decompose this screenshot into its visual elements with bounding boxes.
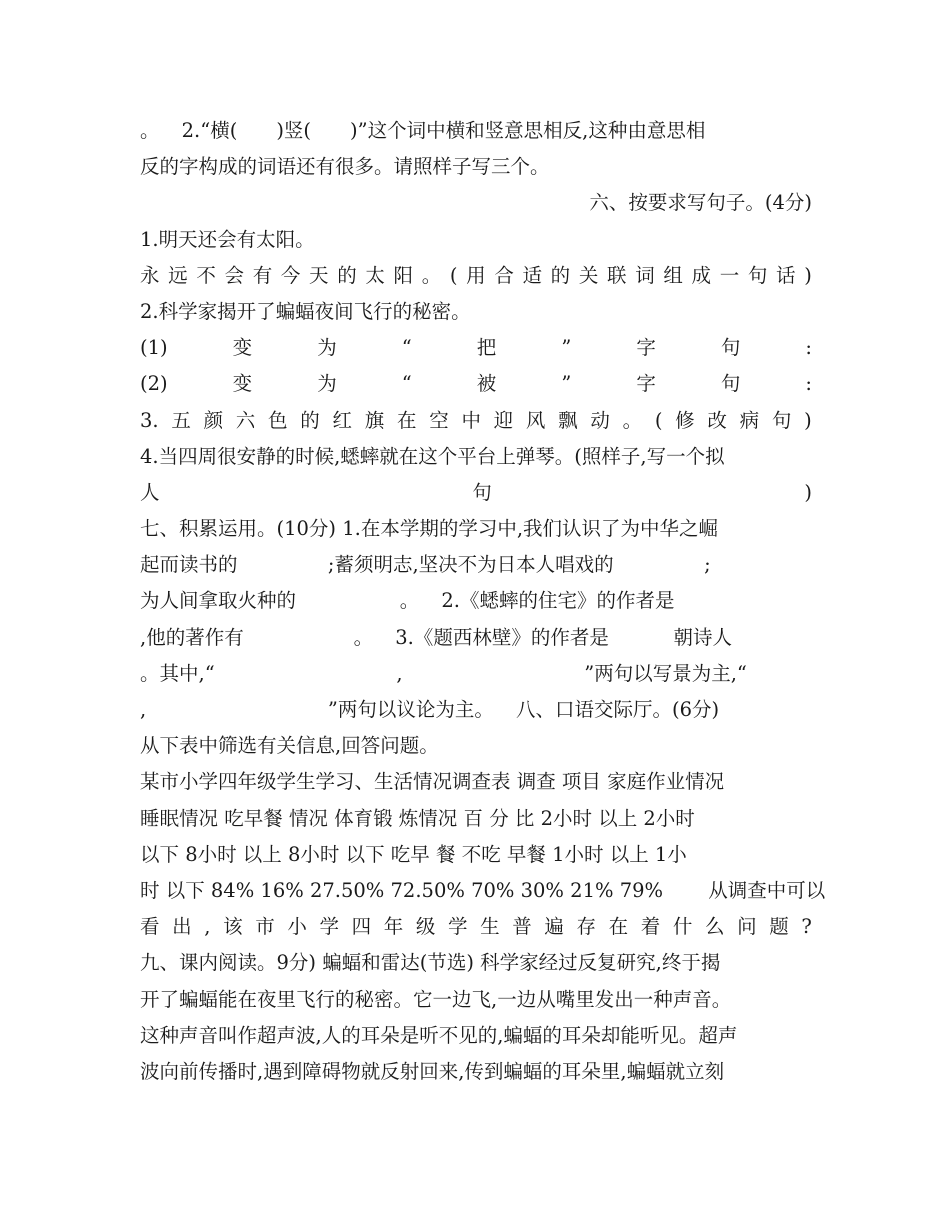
line-token: ) bbox=[804, 408, 812, 432]
line-token: 天 bbox=[309, 263, 329, 287]
text-line: 。 2.“横( )竖( )”这个词中横和竖意思相反,这种由意思相 bbox=[140, 119, 706, 142]
justified-line bbox=[140, 258, 812, 294]
line-token: 什 bbox=[672, 915, 693, 939]
line-token: 四 bbox=[351, 915, 372, 939]
line-token: 么 bbox=[704, 915, 725, 939]
line-token: 变 bbox=[232, 372, 253, 396]
line-token: 空 bbox=[429, 408, 449, 432]
line-token: 一 bbox=[719, 263, 740, 287]
line-token: 远 bbox=[168, 263, 188, 287]
line-token: 适 bbox=[522, 263, 543, 287]
line-token: 3. bbox=[140, 408, 159, 432]
line-token: : bbox=[805, 336, 812, 360]
line-token: 句 bbox=[720, 336, 741, 360]
line-token: 遍 bbox=[544, 915, 564, 939]
line-token: 太 bbox=[365, 263, 385, 287]
line-token: 关 bbox=[578, 263, 599, 287]
line-token: 有 bbox=[252, 263, 273, 287]
line-token: 存 bbox=[576, 915, 596, 939]
line-token: 句 bbox=[747, 263, 768, 287]
line-token: “ bbox=[401, 336, 412, 360]
justified-line bbox=[140, 330, 812, 366]
line-token: 风 bbox=[525, 408, 546, 432]
line-token: 话 bbox=[776, 263, 796, 287]
line-token: 会 bbox=[224, 263, 245, 287]
line-token: 组 bbox=[663, 263, 683, 287]
line-token: ) bbox=[804, 263, 812, 287]
line-token: 问 bbox=[737, 915, 757, 939]
line-token: 在 bbox=[608, 915, 629, 939]
justified-line bbox=[140, 909, 812, 945]
line-token: 为 bbox=[317, 336, 337, 360]
document-page bbox=[140, 113, 826, 1090]
line-token: 小 bbox=[287, 915, 307, 939]
line-token: 旗 bbox=[364, 408, 385, 432]
line-token: (1) bbox=[140, 336, 168, 360]
text-line: 以下 8小时 以上 8小时 以下 吃早 餐 不吃 早餐 1小时 以上 1小 bbox=[140, 842, 687, 866]
justified-line bbox=[140, 403, 812, 439]
line-token: 病 bbox=[739, 408, 760, 432]
line-token: 学 bbox=[447, 915, 468, 939]
section-heading: 七、积累运用。(10分) 1.在本学期的学习中,我们认识了为中华之崛 bbox=[140, 517, 719, 541]
line-token: 的 bbox=[300, 408, 320, 432]
line-token: 年 bbox=[383, 915, 404, 939]
line-token: 飘 bbox=[558, 408, 578, 432]
line-token: 普 bbox=[512, 915, 532, 939]
line-token: 词 bbox=[635, 263, 655, 287]
line-token: 级 bbox=[415, 915, 436, 939]
line-token: 为 bbox=[317, 372, 337, 396]
text-line: ,他的著作有 。 3.《题西林壁》的作者是 朝诗人 bbox=[140, 625, 733, 649]
text-line: 这种声音叫作超声波,人的耳朵是听不见的,蝙蝠的耳朵却能听见。超声 bbox=[140, 1023, 738, 1047]
line-token: 字 bbox=[636, 372, 656, 396]
line-token: 变 bbox=[232, 336, 253, 360]
text-line: 4.当四周很安静的时候,蟋蟀就在这个平台上弹琴。(照样子,写一个拟 bbox=[140, 444, 725, 468]
line-token: 。 bbox=[622, 408, 643, 432]
line-token: 的 bbox=[337, 263, 357, 287]
line-token: 动 bbox=[590, 408, 610, 432]
line-token: 句 bbox=[472, 480, 492, 504]
line-token: 看 bbox=[140, 915, 160, 939]
line-token: 句 bbox=[771, 408, 792, 432]
line-token: 不 bbox=[196, 263, 216, 287]
text-line: 睡眠情况 吃早餐 情况 体育锻 炼情况 百 分 比 2小时 以上 2小时 bbox=[140, 806, 695, 830]
line-token: ” bbox=[561, 372, 572, 396]
line-token: 着 bbox=[640, 915, 661, 939]
line-token: 迎 bbox=[493, 408, 514, 432]
text-line: 时 以下 84% 16% 27.50% 72.50% 70% 30% 21% 79% 从调查中可以 bbox=[140, 878, 826, 902]
line-token: 把 bbox=[476, 336, 497, 360]
line-token: 联 bbox=[607, 263, 627, 287]
line-token: 用 bbox=[466, 263, 486, 287]
section-heading: 六、按要求写句子。(4分) bbox=[589, 191, 812, 215]
line-token: 六 bbox=[235, 408, 256, 432]
text-line: 。其中,“ , ”两句以写景为主,“ bbox=[140, 661, 747, 685]
line-token: 阳 bbox=[393, 263, 414, 287]
text-line: 为人间拿取火种的 。 2.《蟋蟀的住宅》的作者是 bbox=[140, 589, 675, 613]
line-token: 字 bbox=[636, 336, 656, 360]
line-token: 色 bbox=[268, 408, 288, 432]
text-line: 起而读书的 ;蓄须明志,坚决不为日本人唱戏的 ; bbox=[140, 553, 711, 577]
text-line: , ”两句以议论为主。 八、口语交际厅。(6分) bbox=[140, 698, 720, 721]
line-token: 人 bbox=[140, 480, 160, 504]
line-token: “ bbox=[401, 372, 412, 396]
line-token: ” bbox=[561, 336, 572, 360]
line-token: ( bbox=[449, 263, 458, 287]
line-token: 永 bbox=[140, 263, 160, 287]
line-token: 修 bbox=[675, 408, 695, 432]
line-token: ) bbox=[804, 480, 812, 504]
line-token: ( bbox=[654, 408, 663, 432]
line-token: 该 bbox=[223, 915, 243, 939]
text-line: 从下表中筛选有关信息,回答问题。 bbox=[140, 734, 439, 758]
line-token: 生 bbox=[480, 915, 500, 939]
line-token: 出 bbox=[172, 915, 192, 939]
text-line: 开了蝙蝠能在夜里飞行的秘密。它一边飞,一边从嘴里发出一种声音。 bbox=[140, 987, 732, 1011]
line-token: 中 bbox=[461, 408, 481, 432]
line-token: 红 bbox=[332, 408, 353, 432]
justified-line bbox=[140, 475, 812, 511]
text-line: 反的字构成的词语还有很多。请照样子写三个。 bbox=[140, 155, 550, 179]
line-token: 的 bbox=[550, 263, 571, 287]
line-token: 成 bbox=[691, 263, 712, 287]
line-token: 学 bbox=[319, 915, 339, 939]
line-token: (2) bbox=[140, 372, 168, 396]
line-token: 合 bbox=[494, 263, 514, 287]
text-line: 1.明天还会有太阳。 bbox=[140, 227, 315, 251]
line-token: 颜 bbox=[203, 408, 224, 432]
text-line: 某市小学四年级学生学习、生活情况调查表 调查 项目 家庭作业情况 bbox=[140, 770, 725, 794]
line-token: 句 bbox=[720, 372, 741, 396]
line-token: ? bbox=[801, 915, 812, 939]
line-token: 题 bbox=[769, 915, 789, 939]
line-token: , bbox=[204, 915, 211, 939]
line-token: 在 bbox=[396, 408, 417, 432]
line-token: 今 bbox=[280, 263, 301, 287]
line-token: 市 bbox=[255, 915, 275, 939]
line-token: 被 bbox=[476, 372, 497, 396]
section-heading: 九、课内阅读。9分) 蝙蝠和雷达(节选) 科学家经过反复研究,终于揭 bbox=[140, 951, 721, 975]
line-token: : bbox=[805, 372, 812, 396]
line-token: 。 bbox=[421, 263, 442, 287]
text-line: 2.科学家揭开了蝙蝠夜间飞行的秘密。 bbox=[140, 299, 471, 323]
line-token: 改 bbox=[707, 408, 727, 432]
line-token: 五 bbox=[171, 408, 191, 432]
text-line: 波向前传播时,遇到障碍物就反射回来,传到蝙蝠的耳朵里,蝙蝠就立刻 bbox=[140, 1059, 725, 1083]
justified-line bbox=[140, 366, 812, 402]
